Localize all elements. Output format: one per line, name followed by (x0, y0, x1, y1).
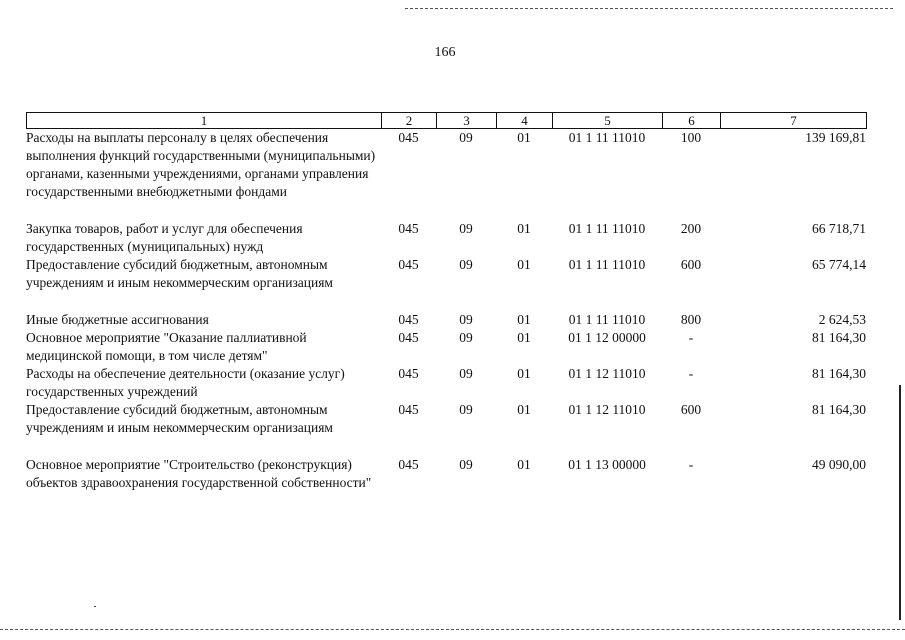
row-name: Расходы на выплаты персоналу в целях обеспечения выполнения функций государственными (муниципальными) органами, казенными учреждениями, органами управления государственными внебюджетными фондами (26, 130, 376, 199)
row-code-section: 09 (459, 402, 473, 417)
row-code-subsection: 01 (517, 330, 531, 345)
row-code-section: 09 (459, 457, 473, 472)
row-code-target: 01 1 12 11010 (568, 366, 646, 381)
row-name: Закупка товаров, работ и услуг для обеспечения государственных (муниципальных) нужд (26, 221, 303, 254)
row-code-subsection: 01 (517, 221, 531, 236)
row-code-ministry: 045 (398, 366, 419, 381)
scan-top-edge-line (405, 8, 893, 9)
row-code-section: 09 (459, 257, 473, 272)
column-header-2: 2 (382, 113, 437, 129)
scan-right-edge-bar (899, 385, 901, 620)
row-gap (26, 292, 866, 311)
row-name: Предоставление субсидий бюджетным, автономным учреждениям и иным некоммерческим организациям (26, 257, 333, 290)
row-code-target: 01 1 11 11010 (568, 312, 646, 327)
row-code-subsection: 01 (517, 130, 531, 145)
row-code-expense-type: 800 (680, 312, 702, 327)
row-code-ministry: 045 (398, 221, 419, 236)
row-code-ministry: 045 (398, 457, 419, 472)
row-code-target: 01 1 12 11010 (568, 402, 646, 417)
row-code-subsection: 01 (517, 257, 531, 272)
row-code-ministry: 045 (398, 130, 419, 145)
row-gap (26, 201, 866, 220)
scan-speck (94, 606, 96, 607)
row-code-ministry: 045 (398, 402, 419, 417)
budget-table (26, 129, 866, 492)
table-row (26, 220, 866, 256)
row-amount: 65 774,14 (812, 257, 866, 272)
row-code-expense-type: 600 (680, 257, 702, 272)
row-code-target: 01 1 11 11010 (568, 221, 646, 236)
table-row (26, 256, 866, 292)
table-row (26, 311, 866, 329)
table-row (26, 456, 866, 492)
column-header-7: 7 (721, 113, 867, 129)
row-code-subsection: 01 (517, 402, 531, 417)
row-code-expense-type: 200 (680, 221, 702, 236)
row-code-section: 09 (459, 130, 473, 145)
row-amount: 81 164,30 (812, 330, 866, 345)
row-name: Иные бюджетные ассигнования (26, 312, 209, 327)
row-code-section: 09 (459, 312, 473, 327)
row-code-ministry: 045 (398, 257, 419, 272)
row-code-ministry: 045 (398, 312, 419, 327)
row-amount: 49 090,00 (812, 457, 866, 472)
row-code-section: 09 (459, 366, 473, 381)
row-name: Основное мероприятие "Оказание паллиативной медицинской помощи, в том числе детям" (26, 330, 307, 363)
row-amount: 139 169,81 (805, 130, 866, 145)
row-amount: 66 718,71 (812, 221, 866, 236)
row-code-target: 01 1 12 00000 (568, 330, 646, 345)
table-row (26, 129, 866, 201)
row-amount: 2 624,53 (818, 312, 866, 327)
row-code-target: 01 1 13 00000 (568, 457, 646, 472)
row-gap (26, 437, 866, 456)
row-code-subsection: 01 (517, 457, 531, 472)
scan-bottom-edge-line (0, 629, 905, 630)
table-row (26, 401, 866, 437)
row-name: Расходы на обеспечение деятельности (оказание услуг) государственных учреждений (26, 366, 345, 399)
row-name: Основное мероприятие "Строительство (реконструкция) объектов здравоохранения государственной собственности" (26, 457, 372, 490)
column-header-4: 4 (497, 113, 553, 129)
row-code-expense-type: 600 (680, 402, 702, 417)
table-row (26, 329, 866, 365)
row-code-section: 09 (459, 221, 473, 236)
column-header-6: 6 (663, 113, 721, 129)
column-header-row (27, 113, 867, 129)
row-code-subsection: 01 (517, 366, 531, 381)
column-header-3: 3 (437, 113, 497, 129)
row-name: Предоставление субсидий бюджетным, автономным учреждениям и иным некоммерческим организациям (26, 402, 333, 435)
column-header-5: 5 (553, 113, 663, 129)
table-row (26, 365, 866, 401)
row-amount: 81 164,30 (812, 366, 866, 381)
row-code-expense-type: - (688, 330, 694, 345)
column-header-table (26, 112, 867, 129)
row-code-expense-type: - (688, 366, 694, 381)
row-code-expense-type: 100 (680, 130, 702, 145)
page-number: 166 (434, 45, 456, 60)
row-code-subsection: 01 (517, 312, 531, 327)
column-header-1: 1 (27, 113, 382, 129)
row-code-ministry: 045 (398, 330, 419, 345)
row-code-section: 09 (459, 330, 473, 345)
row-code-expense-type: - (688, 457, 694, 472)
row-amount: 81 164,30 (812, 402, 866, 417)
row-code-target: 01 1 11 11010 (568, 257, 646, 272)
row-code-target: 01 1 11 11010 (568, 130, 646, 145)
